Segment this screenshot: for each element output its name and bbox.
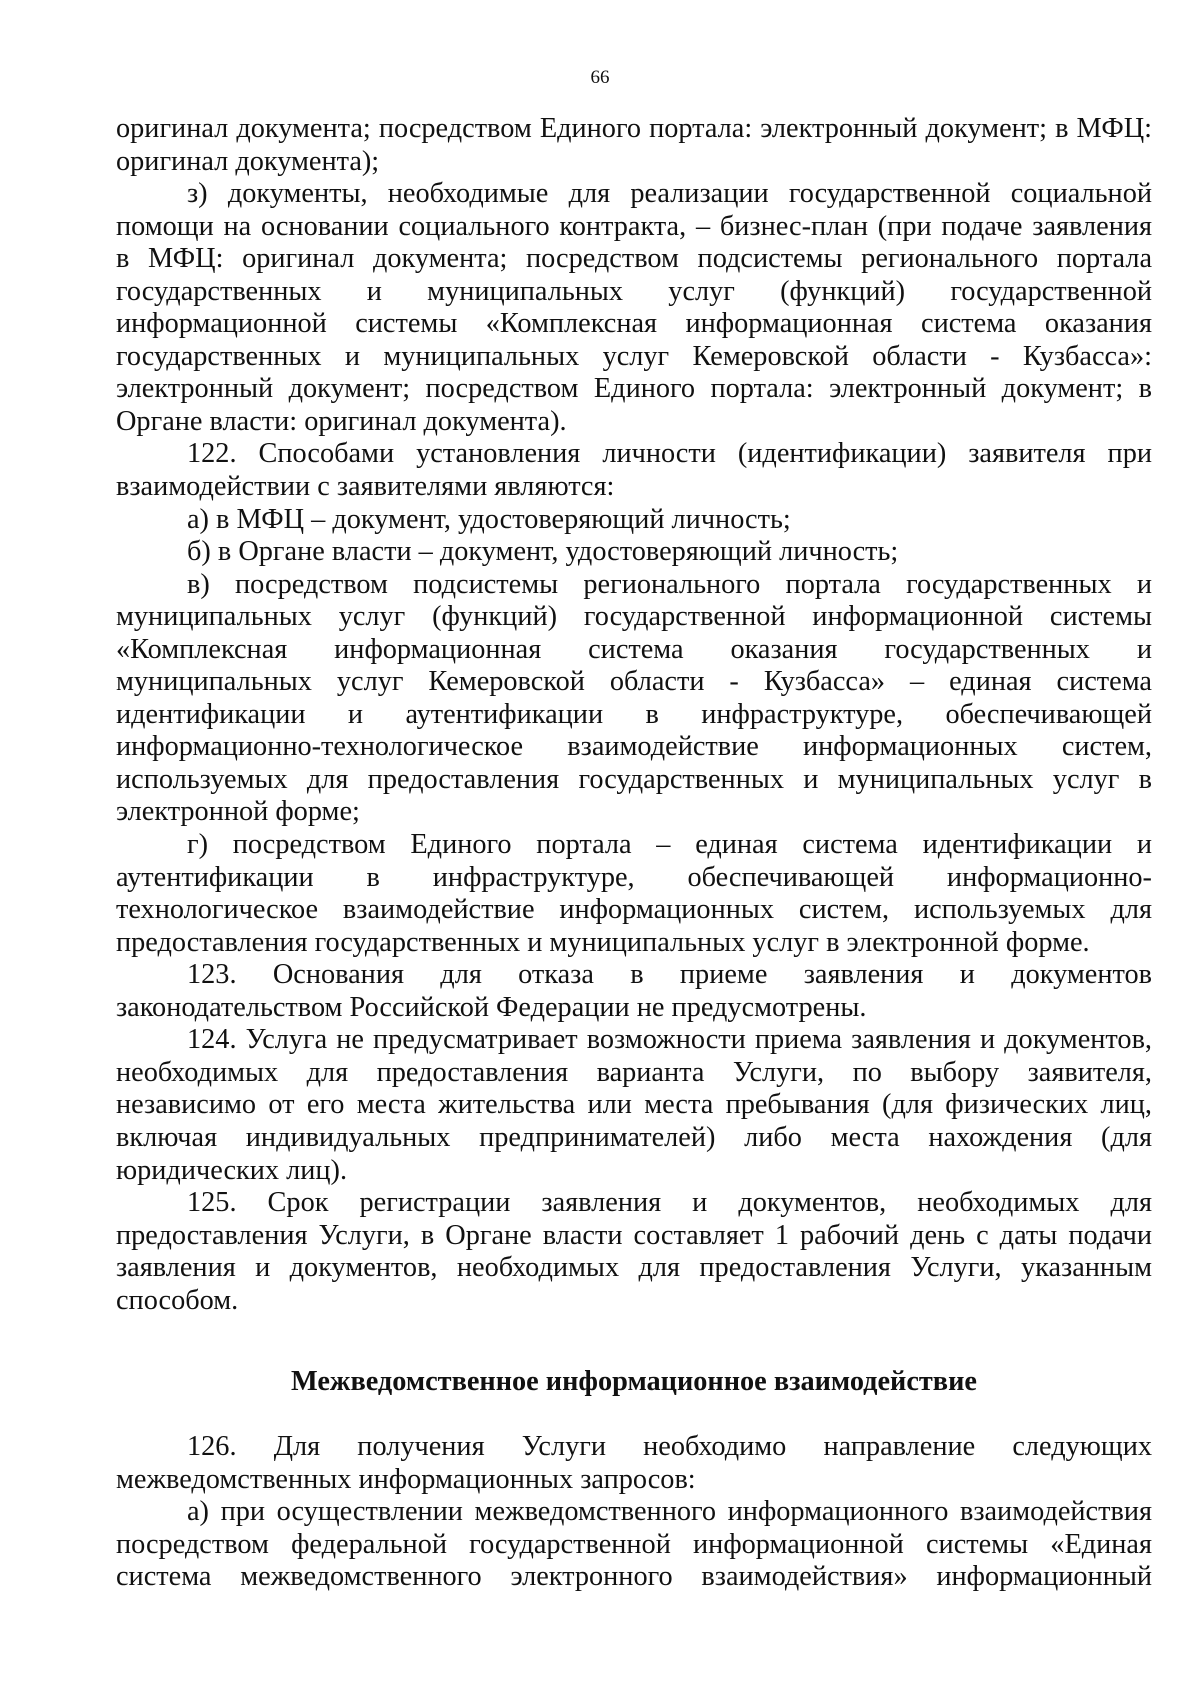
paragraph [116, 504, 1152, 537]
paragraph [116, 569, 1152, 829]
text-line: помощи на основании социального контракта, – бизнес-план (при подаче заявления [116, 210, 1152, 242]
paragraphs-bottom [116, 1431, 1152, 1594]
text-line: идентификации и аутентификации в инфраструктуре, обеспечивающей [116, 698, 1152, 730]
text-line: технологическое взаимодействие информационных систем, используемых для [116, 894, 1152, 926]
text-line: заявления и документов, необходимых для предоставления Услуги, указанным [116, 1252, 1152, 1284]
paragraph [116, 829, 1152, 959]
paragraph [116, 178, 1152, 438]
text-line: способом. [116, 1284, 239, 1316]
text-line: в МФЦ: оригинал документа; посредством подсистемы регионального портала [116, 243, 1152, 275]
text-line: информационной системы «Комплексная информационная система оказания [116, 308, 1152, 340]
text-line: з) документы, необходимые для реализации государственной социальной [187, 178, 1152, 210]
section-heading: Межведомственное информационное взаимодействие [291, 1366, 977, 1398]
text-line: используемых для предоставления государственных и муниципальных услуг в [116, 763, 1152, 795]
text-line: аутентификации в инфраструктуре, обеспечивающей информационно- [116, 861, 1152, 893]
text-line: электронной форме; [116, 796, 360, 828]
text-line: юридических лиц). [116, 1154, 348, 1186]
paragraph [116, 113, 1152, 178]
paragraph [116, 1187, 1152, 1317]
text-line: 124. Услуга не предусматривает возможности приема заявления и документов, [187, 1024, 1152, 1056]
text-line: 125. Срок регистрации заявления и документов, необходимых для [187, 1187, 1152, 1219]
text-line: оригинал документа; посредством Единого портала: электронный документ; в МФЦ: [116, 113, 1152, 144]
text-line: межведомственных информационных запросов: [116, 1463, 696, 1495]
text-line: законодательством Российской Федерации не предусмотрены. [116, 991, 867, 1023]
paragraphs-top [116, 113, 1152, 1317]
paragraph [116, 1024, 1152, 1187]
text-line: муниципальных услуг Кемеровской области - Кузбасса» – единая система [116, 666, 1152, 698]
paragraph [116, 1431, 1152, 1496]
text-line: в) посредством подсистемы регионального портала государственных и [187, 568, 1152, 600]
text-line: 126. Для получения Услуги необходимо направление следующих [187, 1431, 1152, 1463]
text-line: б) в Органе власти – документ, удостоверяющий личность; [187, 536, 899, 568]
text-line: независимо от его места жительства или места пребывания (для физических лиц, [116, 1089, 1152, 1121]
text-line: Органе власти: оригинал документа). [116, 405, 567, 437]
text-line: электронный документ; посредством Единого портала: электронный документ; в [116, 373, 1152, 405]
text-line: взаимодействии с заявителями являются: [116, 471, 615, 503]
text-line: 123. Основания для отказа в приеме заявления и документов [187, 959, 1152, 991]
text-line: 122. Способами установления личности (идентификации) заявителя при [187, 438, 1152, 470]
page-number: 66 [590, 67, 610, 88]
text-line: система межведомственного электронного взаимодействия» информационный [116, 1561, 1152, 1593]
paragraph [116, 438, 1152, 503]
text-line: а) в МФЦ – документ, удостоверяющий личность; [187, 503, 791, 535]
text-line: государственных и муниципальных услуг (функций) государственной [116, 275, 1152, 307]
text-line: предоставления государственных и муниципальных услуг в электронной форме. [116, 926, 1090, 958]
text-line: предоставления Услуги, в Органе власти составляет 1 рабочий день с даты подачи [116, 1219, 1152, 1251]
paragraph [116, 1496, 1152, 1594]
text-line: государственных и муниципальных услуг Кемеровской области - Кузбасса»: [116, 340, 1152, 372]
text-line: «Комплексная информационная система оказания государственных и [116, 633, 1152, 665]
text-line: а) при осуществлении межведомственного информационного взаимодействия [187, 1496, 1152, 1528]
text-line: посредством федеральной государственной информационной системы «Единая [116, 1528, 1152, 1560]
text-line: информационно-технологическое взаимодействие информационных систем, [116, 731, 1152, 763]
paragraph [116, 959, 1152, 1024]
text-line: необходимых для предоставления варианта Услуги, по выбору заявителя, [116, 1056, 1152, 1088]
document-body [116, 113, 1152, 1594]
text-line: г) посредством Единого портала – единая система идентификации и [187, 829, 1152, 861]
text-line: включая индивидуальных предпринимателей) либо места нахождения (для [116, 1121, 1152, 1153]
text-line: муниципальных услуг (функций) государственной информационной системы [116, 601, 1152, 633]
text-line: оригинал документа); [116, 145, 380, 177]
paragraph [116, 536, 1152, 569]
